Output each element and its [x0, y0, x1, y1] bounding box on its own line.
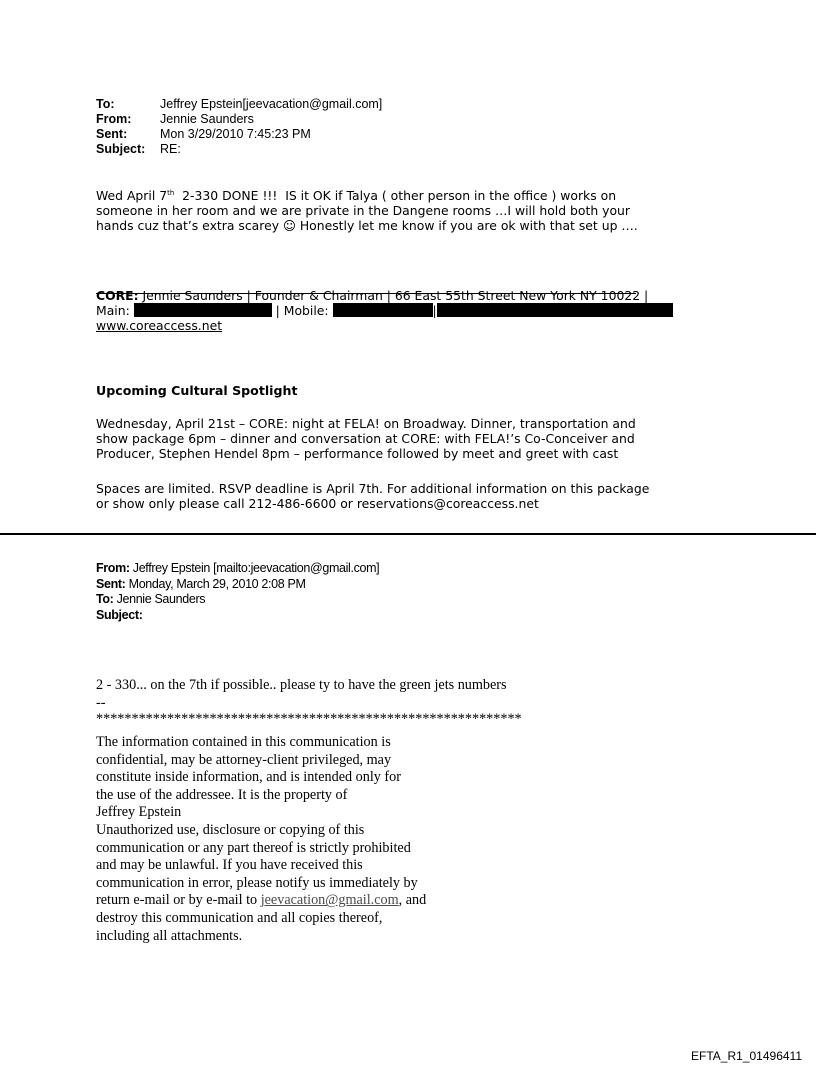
spotlight-line-2: show package 6pm – dinner and conversation at CORE: with FELA!’s Co-Conceiver and — [96, 431, 635, 446]
disclaimer-line: confidential, may be attorney-client privileged, may — [96, 751, 392, 768]
disclaimer-line: the use of the addressee. It is the property of — [96, 786, 348, 803]
spotlight-body — [96, 416, 786, 461]
original-line-1: 2 - 330... on the 7th if possible.. please ty to have the green jets numbers — [96, 677, 507, 693]
document-id: EFTA_R1_01496411 — [691, 1049, 802, 1063]
orig-to-label: To: — [96, 592, 114, 606]
spotlight-line-1: Wednesday, April 21st – CORE: night at FELA! on Broadway. Dinner, transportation and — [96, 416, 636, 431]
to-label: To: — [96, 97, 115, 111]
rsvp-line-1: Spaces are limited. RSVP deadline is April 7th. For additional information on this package — [96, 481, 650, 496]
original-body — [96, 677, 696, 726]
disclaimer-text: return e-mail or by e-mail to — [96, 892, 261, 909]
main-label: Main: — [96, 303, 134, 318]
disclaimer-line: communication or any part thereof is strictly prohibited — [96, 839, 411, 856]
disclaimer-text: , and — [398, 892, 427, 909]
reply-line-3: hands cuz that’s extra scarey ☺ Honestly let me know if you are ok with that set up …. — [96, 218, 638, 233]
from-value: Jennie Saunders — [160, 112, 254, 126]
orig-sent-row — [96, 577, 379, 593]
separator: | — [432, 303, 437, 318]
orig-from-label: From: — [96, 561, 130, 575]
to-row — [96, 97, 382, 112]
orig-subject-label: Subject: — [96, 607, 143, 622]
original-header — [96, 561, 379, 623]
subject-label: Subject: — [96, 142, 146, 156]
spotlight-title: Upcoming Cultural Spotlight — [96, 383, 298, 398]
orig-to-value: Jennie Saunders — [113, 592, 206, 606]
disclaimer-line: communication in error, please notify us immediately by — [96, 874, 418, 891]
redaction-box — [134, 303, 272, 317]
spotlight-line-3: Producer, Stephen Hendel 8pm – performance followed by meet and greet with cast — [96, 446, 619, 461]
reply-line-1-date: Wed April 7 — [96, 188, 168, 203]
spotlight-rsvp — [96, 481, 786, 511]
to-value: Jeffrey Epstein[jeevacation@gmail.com] — [160, 97, 383, 111]
disclaimer-line — [96, 892, 516, 910]
reply-line-1-sup: th — [167, 188, 175, 197]
disclaimer-line: Jeffrey Epstein — [96, 804, 182, 821]
disclaimer-line: The information contained in this communication is — [96, 734, 391, 750]
sent-label: Sent: — [96, 127, 128, 141]
sent-value: Mon 3/29/2010 7:45:23 PM — [160, 127, 311, 141]
redaction-box — [437, 303, 673, 317]
mobile-label: | Mobile: — [271, 303, 333, 318]
disclaimer-line: Unauthorized use, disclosure or copying of this — [96, 821, 365, 838]
orig-to-row — [96, 592, 379, 608]
reply-line-2: someone in her room and we are private in the Dangene rooms …I will hold both your — [96, 203, 630, 218]
email-header — [96, 97, 382, 157]
reply-body — [96, 188, 776, 233]
website-link[interactable]: www.coreaccess.net — [96, 318, 223, 333]
signature-line-1 — [96, 288, 786, 303]
disclaimer — [96, 734, 516, 945]
reply-line-1 — [96, 188, 776, 203]
sent-row — [96, 127, 382, 142]
from-row — [96, 112, 382, 127]
orig-from-row — [96, 561, 379, 577]
signature-line-2 — [96, 303, 786, 318]
disclaimer-line: destroy this communication and all copies thereof, — [96, 909, 383, 926]
signature-line-1-text: Jennie Saunders | Founder & Chairman | 66 East 55th Street New York NY 10022 | — [138, 288, 649, 303]
reply-line-1-rest: 2-330 DONE !!! IS it OK if Talya ( other person in the office ) works on — [174, 188, 617, 203]
orig-subject-row — [96, 608, 379, 624]
orig-from-value: Jeffrey Epstein [mailto:jeevacation@gmail.com] — [129, 561, 380, 575]
disclaimer-line: and may be unlawful. If you have received this — [96, 857, 363, 874]
original-line-2: -- — [96, 694, 106, 711]
rsvp-line-2: or show only please call 212-486-6600 or reservations@coreaccess.net — [96, 496, 539, 511]
email-link[interactable]: jeevacation@gmail.com — [260, 892, 399, 909]
orig-sent-value: Monday, March 29, 2010 2:08 PM — [125, 576, 306, 591]
disclaimer-line: including all attachments. — [96, 927, 243, 944]
original-stars: ************************************************************ — [96, 711, 522, 728]
message-divider — [0, 533, 816, 535]
disclaimer-line: constitute inside information, and is intended only for — [96, 769, 401, 786]
brand-core: CORE: — [96, 288, 139, 303]
from-label: From: — [96, 112, 132, 126]
orig-sent-label: Sent: — [96, 576, 126, 591]
subject-value: RE: — [160, 142, 181, 156]
signature — [96, 288, 786, 333]
redaction-box — [333, 303, 433, 317]
subject-row — [96, 142, 382, 157]
